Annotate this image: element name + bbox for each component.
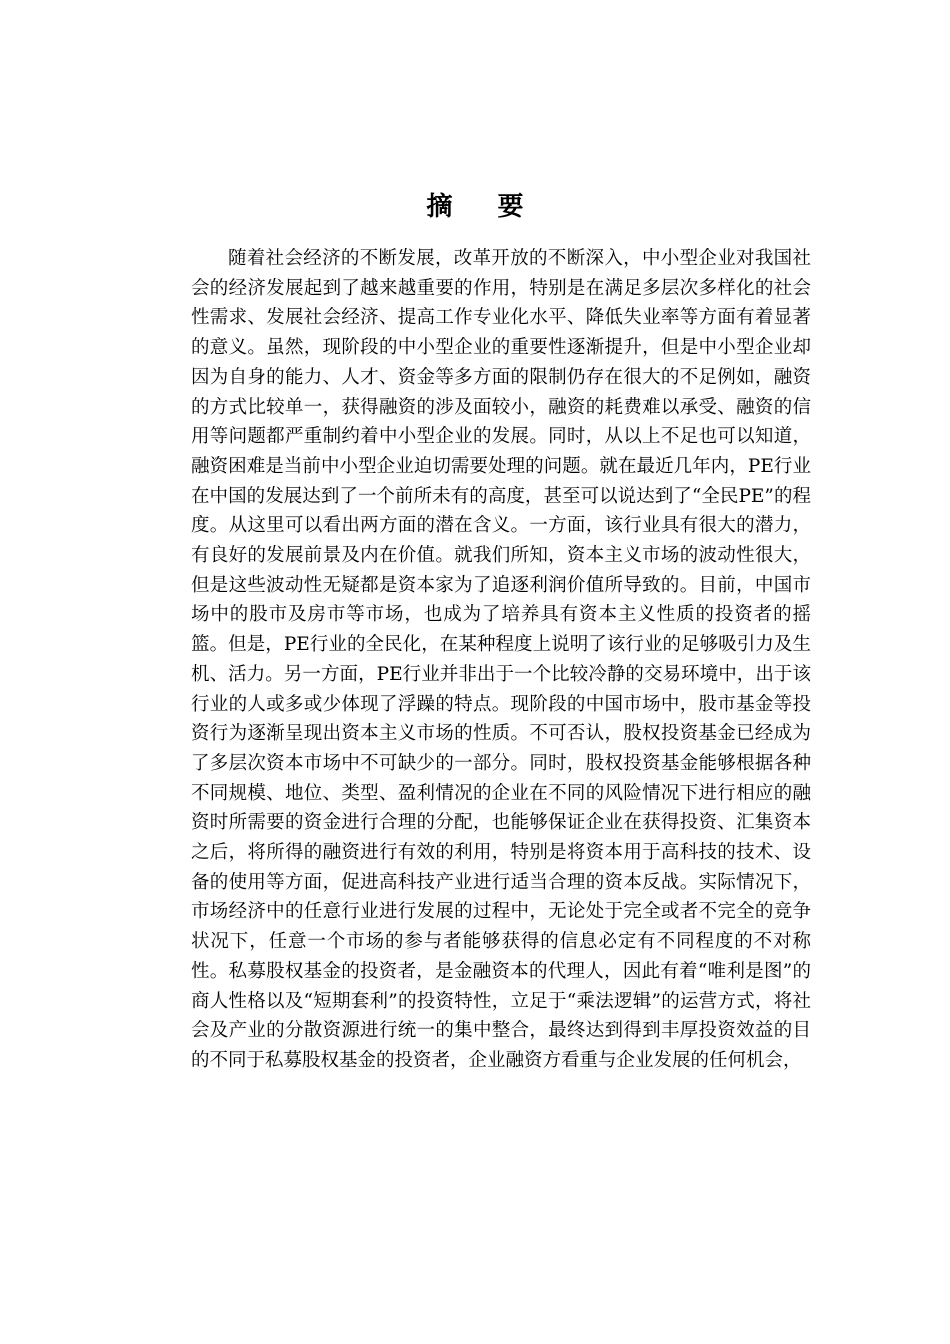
page-title: 摘 要	[426, 192, 542, 223]
abstract-paragraph: 随着社会经济的不断发展，改革开放的不断深入，中小型企业对我国社会的经济发展起到了越来越重要的作用，特别是在满足多层次多样化的社会性需求、发展社会经济、提高工作专业化水平、降低失业率等方面有着显著的意义。虽然，现阶段的中小型企业的重要性逐渐提升，但是中小型企业却因为自身的能力、人才、资金等多方面的限制仍存在很大的不足例如，融资的方式比较单一，获得融资的涉及面较小，融资的耗费难以承受、融资的信用等问题都严重制约着中小型企业的发展。同时，从以上不足也可以知道，融资困难是当前中小型企业迫切需要处理的问题。就在最近几年内，PE行业在中国的发展达到了一个前所未有的高度，甚至可以说达到了“全民PE”的程度。从这里可以看出两方面的潜在含义。一方面，该行业具有很大的潜力，有良好的发展前景及内在价值。就我们所知，资本主义市场的波动性很大，但是这些波动性无疑都是资本家为了追逐利润价值所导致的。目前，中国市场中的股市及房市等市场，也成为了培养具有资本主义性质的投资者的摇篮。但是，PE行业的全民化，在某种程度上说明了该行业的足够吸引力及生机、活力。另一方面，PE行业并非出于一个比较冷静的交易环境中，出于该行业的人或多或少体现了浮躁的特点。现阶段的中国市场中，股市基金等投资行为逐渐呈现出资本主义市场的性质。不可否认，股权投资基金已经成为了多层次资本市场中不可缺少的一部分。同时，股权投资基金能够根据各种不同规模、地位、类型、盈利情况的企业在不同的风险情况下进行相应的融资时所需要的资金进行合理的分配，也能够保证企业在获得投资、汇集资本之后，将所得的融资进行有效的利用，特别是将资本用于高科技的技术、设备的使用等方面，促进高科技产业进行适当合理的资本反战。实际情况下，市场经济中的任意行业进行发展的过程中，无论处于完全或者不完全的竞争状况下，任意一个市场的参与者能够获得的信息必定有不同程度的不对称性。私募股权基金的投资者，是金融资本的代理人，因此有着“唯利是图”的商人性格以及“短期套利”的投资特性，立足于“乘法逻辑”的运营方式，将社会及产业的分散资源进行统一的集中整合，最终达到得到丰厚投资效益的目的不同于私募股权基金的投资者，企业融资方看重与企业发展的任何机会，	[191, 248, 811, 1071]
